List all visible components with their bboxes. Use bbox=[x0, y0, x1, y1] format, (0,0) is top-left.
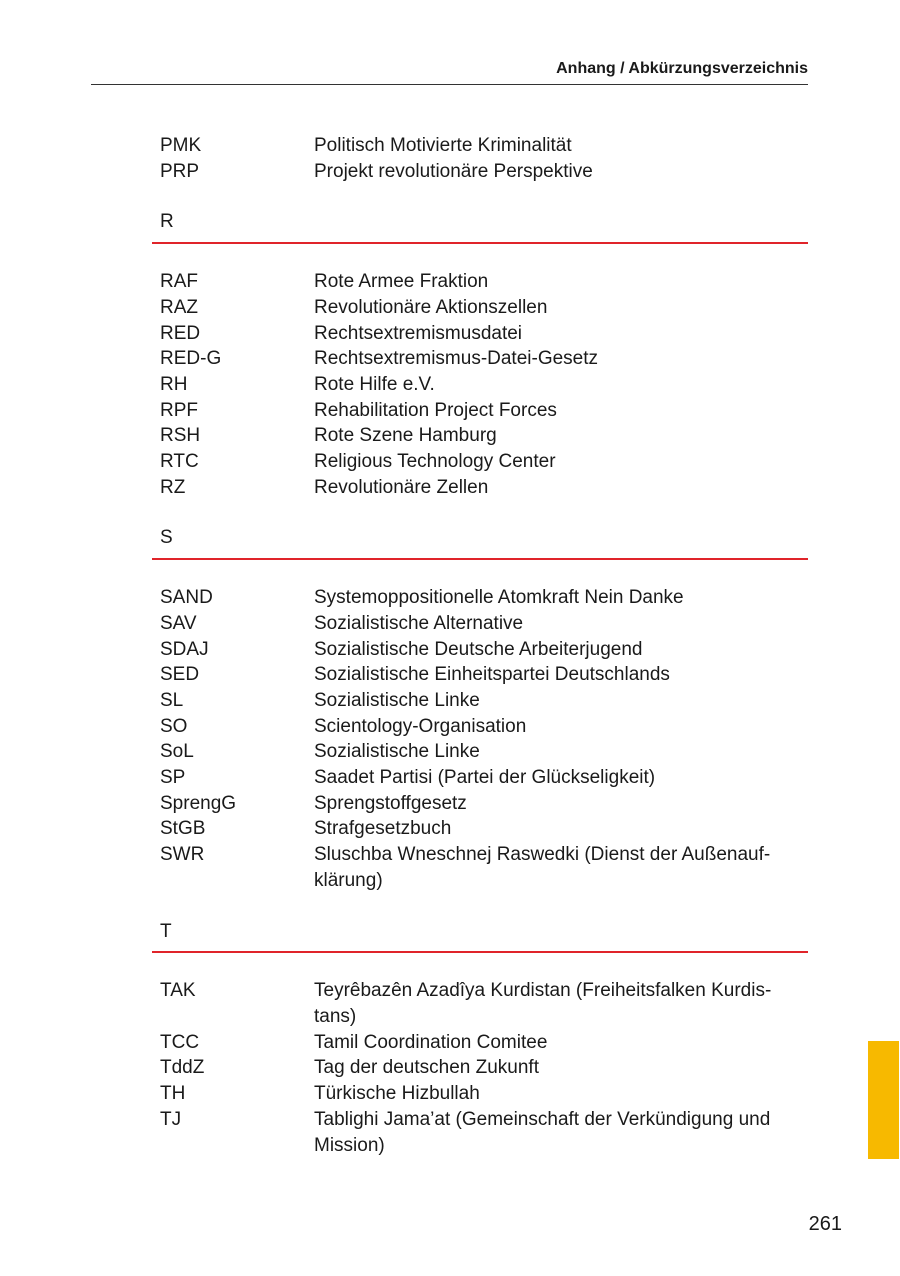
definition: Tag der deutschen Zukunft bbox=[314, 1057, 539, 1079]
abbreviation: RH bbox=[160, 373, 188, 395]
list-item bbox=[160, 295, 808, 321]
definition: Rote Hilfe e.V. bbox=[314, 373, 435, 395]
abbreviation: SDAJ bbox=[160, 638, 209, 660]
abbreviation: TJ bbox=[160, 1108, 182, 1130]
section-heading-s: S bbox=[160, 527, 173, 549]
abbreviation: SED bbox=[160, 664, 200, 686]
definition: Revolutionäre Aktionszellen bbox=[314, 296, 548, 318]
abbreviation: RZ bbox=[160, 476, 186, 498]
list-item bbox=[160, 585, 808, 611]
definition: Sprengstoffgesetz bbox=[314, 792, 467, 814]
abbreviation: SprengG bbox=[160, 792, 237, 814]
abbreviation: SO bbox=[160, 715, 188, 737]
list-item bbox=[160, 133, 808, 159]
list-item bbox=[160, 714, 808, 740]
abbreviation: SP bbox=[160, 767, 186, 789]
section-heading-t: T bbox=[160, 920, 172, 942]
definition: Rote Szene Hamburg bbox=[314, 425, 497, 447]
list-item bbox=[160, 611, 808, 637]
definition: Strafgesetzbuch bbox=[314, 818, 452, 840]
definition: Sozialistische Deutsche Arbeiterjugend bbox=[314, 638, 643, 660]
list-item bbox=[160, 1081, 808, 1107]
abbreviation: PMK bbox=[160, 135, 202, 156]
abbreviation: SL bbox=[160, 689, 184, 711]
list-item bbox=[160, 1107, 808, 1158]
list-item bbox=[160, 346, 808, 372]
list-item bbox=[160, 662, 808, 688]
abbreviation: TCC bbox=[160, 1031, 200, 1053]
list-item bbox=[160, 791, 808, 817]
definition: Sozialistische Einheitspartei Deutschlands bbox=[314, 664, 670, 686]
definition bbox=[314, 842, 808, 893]
abbreviation: RAZ bbox=[160, 296, 198, 318]
definition: Religious Technology Center bbox=[314, 451, 556, 473]
abbreviation: SAND bbox=[160, 587, 213, 609]
list-item bbox=[160, 423, 808, 449]
abbreviation: RSH bbox=[160, 425, 201, 447]
list-item bbox=[160, 1030, 808, 1056]
list-item bbox=[160, 269, 808, 295]
abbreviation: SoL bbox=[160, 741, 194, 763]
definition: Sozialistische Linke bbox=[314, 689, 480, 711]
abbreviation: RED bbox=[160, 322, 201, 344]
definition: Rechtsextremismusdatei bbox=[314, 322, 523, 344]
list-item bbox=[160, 816, 808, 842]
definition-line-2: tans) bbox=[314, 1005, 357, 1027]
definition: Sozialistische Linke bbox=[314, 741, 480, 763]
abbreviation: SWR bbox=[160, 844, 205, 866]
list-item bbox=[160, 159, 808, 185]
abbreviation: SAV bbox=[160, 612, 197, 634]
list-item bbox=[160, 321, 808, 347]
definition-line-1: Teyrêbazên Azadîya Kurdistan (Freiheitsfalken Kurdis- bbox=[314, 980, 772, 1002]
abbreviation: StGB bbox=[160, 818, 206, 840]
definition bbox=[314, 978, 808, 1029]
abbreviation: RPF bbox=[160, 399, 198, 421]
list-item bbox=[160, 688, 808, 714]
definition bbox=[314, 1107, 808, 1158]
definition: Scientology-Organisation bbox=[314, 715, 527, 737]
abbreviation: TddZ bbox=[160, 1057, 205, 1079]
definition: Rechtsextremismus-Datei-Gesetz bbox=[314, 348, 599, 370]
list-item bbox=[160, 1055, 808, 1081]
list-item bbox=[160, 398, 808, 424]
definition-line-1: Sluschba Wneschnej Raswedki (Dienst der Außenauf- bbox=[314, 844, 771, 866]
definition: Projekt revolutionäre Perspektive bbox=[314, 160, 593, 182]
abbreviation: RTC bbox=[160, 451, 199, 473]
abbreviation-list bbox=[160, 133, 808, 1158]
abbreviation: TAK bbox=[160, 980, 196, 1002]
abbreviation: TH bbox=[160, 1083, 186, 1105]
section-heading-r: R bbox=[160, 211, 174, 233]
list-item bbox=[160, 978, 808, 1029]
list-item bbox=[160, 842, 808, 893]
definition: Saadet Partisi (Partei der Glückseligkeit) bbox=[314, 767, 656, 789]
list-item bbox=[160, 449, 808, 475]
abbreviation: RAF bbox=[160, 271, 198, 293]
header-divider bbox=[91, 84, 808, 85]
running-header-title: Anhang / Abkürzungsverzeichnis bbox=[556, 60, 808, 77]
list-item bbox=[160, 637, 808, 663]
section-divider bbox=[152, 242, 808, 244]
definition: Systemoppositionelle Atomkraft Nein Danke bbox=[314, 587, 684, 609]
definition: Rote Armee Fraktion bbox=[314, 271, 489, 293]
definition: Türkische Hizbullah bbox=[314, 1083, 480, 1105]
definition: Politisch Motivierte Kriminalität bbox=[314, 135, 572, 156]
list-item bbox=[160, 372, 808, 398]
definition-line-2: klärung) bbox=[314, 869, 383, 891]
definition: Revolutionäre Zellen bbox=[314, 476, 489, 498]
definition: Rehabilitation Project Forces bbox=[314, 399, 557, 421]
abbreviation: RED-G bbox=[160, 348, 222, 370]
definition: Tamil Coordination Comitee bbox=[314, 1031, 548, 1053]
chapter-tab-marker bbox=[868, 1041, 899, 1159]
list-item bbox=[160, 739, 808, 765]
section-divider bbox=[152, 951, 808, 953]
definition: Sozialistische Alternative bbox=[314, 612, 524, 634]
definition-line-2: Mission) bbox=[314, 1134, 385, 1156]
abbreviation: PRP bbox=[160, 160, 200, 182]
page-number: 261 bbox=[808, 1213, 842, 1235]
list-item bbox=[160, 765, 808, 791]
list-item bbox=[160, 475, 808, 501]
definition-line-1: Tablighi Jama’at (Gemeinschaft der Verkündigung und bbox=[314, 1108, 771, 1130]
section-divider bbox=[152, 558, 808, 560]
